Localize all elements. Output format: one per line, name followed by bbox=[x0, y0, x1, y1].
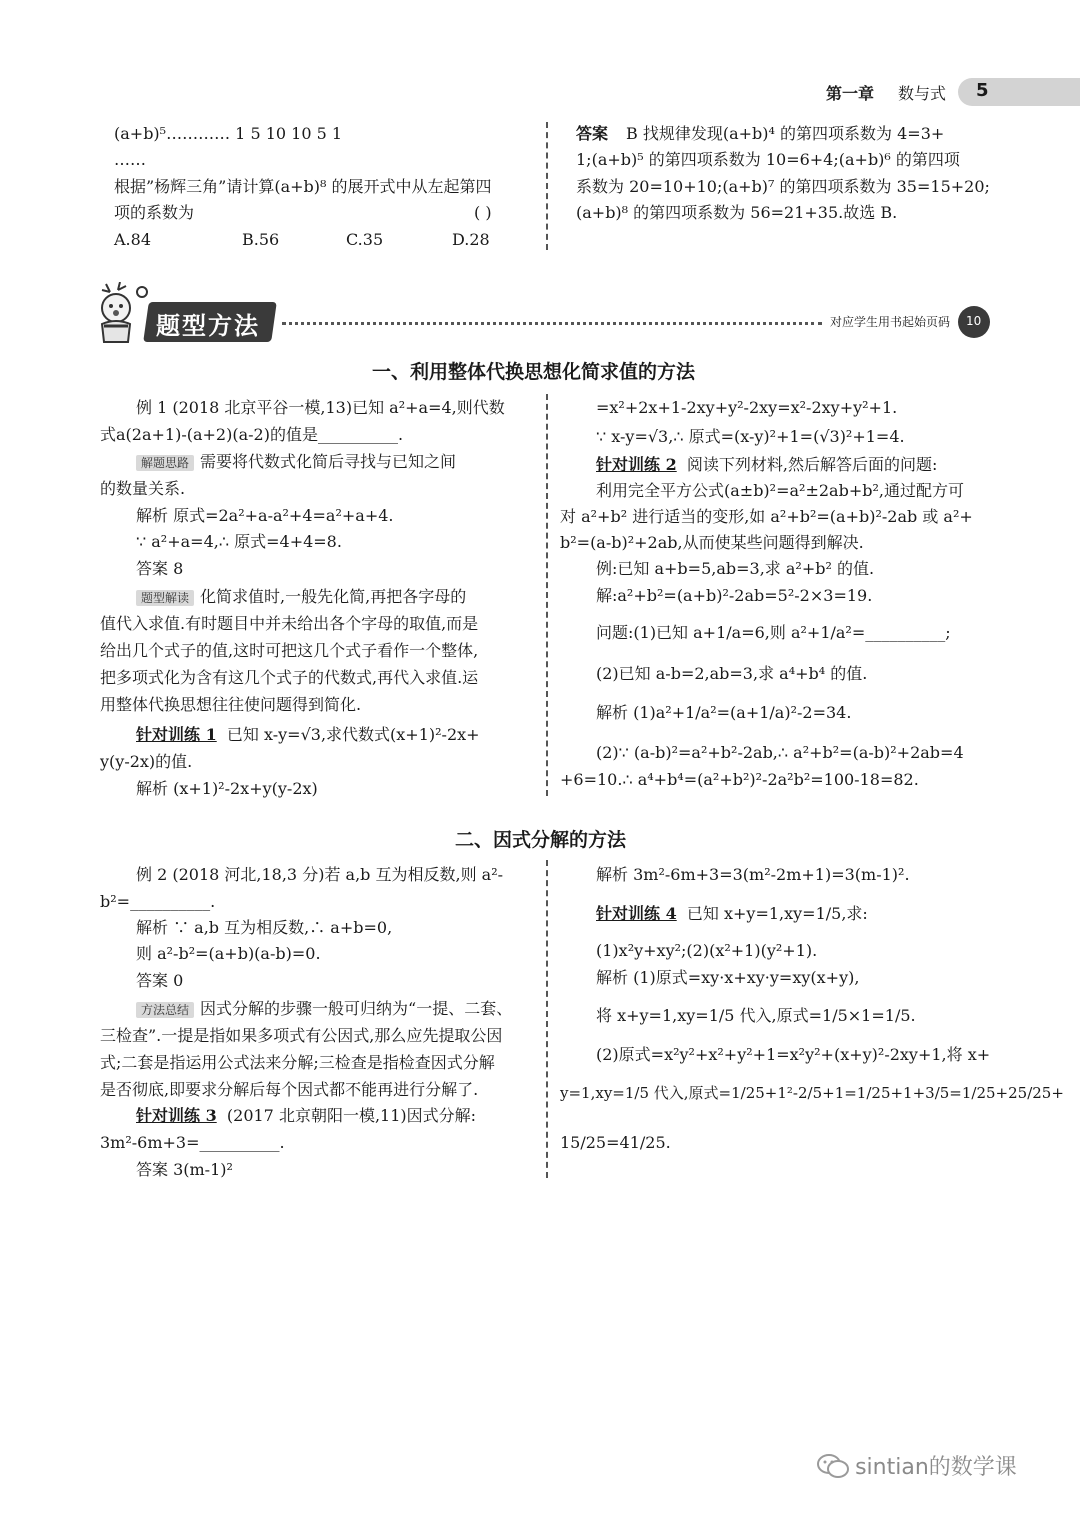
banner-note: 对应学生用书起始页码 bbox=[830, 315, 951, 329]
s1-right-3-text: 阅读下列材料,然后解答后面的问题: bbox=[686, 455, 938, 474]
s1-right-7: 例:已知 a+b=5,ab=3,求 a²+b² 的值. bbox=[596, 559, 875, 578]
s2-left-5: 答案 0 bbox=[136, 971, 184, 990]
train1-label: 针对训练 1 bbox=[136, 725, 217, 744]
s2-left-2: b²=__________. bbox=[100, 892, 216, 911]
top-right-line-1: B 找规律发现(a+b)⁴ 的第四项系数为 4=3+ bbox=[626, 124, 945, 143]
s1-left-11: 把多项式化为含有这几个式子的代数式,再代入求值.运 bbox=[100, 668, 479, 687]
s1-left-1: 例 1 (2018 北京平谷一模,13)已知 a²+a=4,则代数 bbox=[136, 398, 505, 417]
tag-thinking: 解题思路 bbox=[136, 455, 194, 471]
s2-right-8: 15/25=41/25. bbox=[560, 1133, 671, 1152]
column-divider-section1 bbox=[546, 394, 548, 796]
s2-left-10 bbox=[136, 1106, 476, 1126]
section1-title: 一、利用整体代换思想化简求值的方法 bbox=[372, 361, 696, 383]
s1-left-6: ∵ a²+a=4,∴ 原式=4+4=8. bbox=[136, 532, 342, 551]
page-number: 5 bbox=[976, 80, 989, 101]
s1-right-6: b²=(a-b)²+2ab,从而使某些问题得到解决. bbox=[560, 533, 864, 552]
s2-left-1: 例 2 (2018 河北,18,3 分)若 a,b 互为相反数,则 a²- bbox=[136, 865, 504, 884]
s1-right-9: 问题:(1)已知 a+1/a=6,则 a²+1/a²=__________; bbox=[596, 623, 951, 642]
s2-right-3: (1)x²y+xy²;(2)(x²+1)(y²+1). bbox=[596, 941, 818, 960]
train3-label: 针对训练 3 bbox=[136, 1106, 217, 1125]
section-label: 数与式 bbox=[898, 84, 947, 103]
top-left-line-4: 项的系数为 bbox=[114, 203, 195, 222]
s2-left-10-text: (2017 北京朝阳一模,11)因式分解: bbox=[226, 1106, 477, 1125]
banner-title: 题型方法 bbox=[156, 312, 260, 340]
s1-left-3-text: 需要将代数式化简后寻找与已知之间 bbox=[200, 452, 457, 471]
s1-left-4: 的数量关系. bbox=[100, 479, 186, 498]
s1-left-7: 答案 8 bbox=[136, 559, 184, 578]
s1-left-13-text: 已知 x-y=√3,求代数式(x+1)²-2x+ bbox=[226, 725, 480, 744]
watermark-text: sintian的数学课 bbox=[855, 1455, 1017, 1480]
s2-left-9: 是否彻底,即要求分解后每个因式都不能再进行分解了. bbox=[100, 1080, 479, 1099]
top-left-line-1: (a+b)⁵………… 1 5 10 10 5 1 bbox=[114, 124, 343, 143]
banner-dotted-rule bbox=[282, 322, 822, 325]
top-right-line-3: 系数为 20=10+10;(a+b)⁷ 的第四项系数为 35=15+20; bbox=[576, 177, 990, 196]
s1-left-10: 给出几个式子的值,这时可把这几个式子看作一个整体, bbox=[100, 641, 479, 660]
s2-right-5: 将 x+y=1,xy=1/5 代入,原式=1/5×1=1/5. bbox=[596, 1006, 916, 1025]
page-header bbox=[820, 78, 1080, 106]
wechat-icon bbox=[816, 1452, 850, 1480]
answer-label: 答案 bbox=[576, 124, 609, 143]
s2-left-4: 则 a²-b²=(a+b)(a-b)=0. bbox=[136, 944, 321, 963]
s1-left-5: 解析 原式=2a²+a-a²+4=a²+a+4. bbox=[136, 506, 394, 525]
s2-right-2 bbox=[596, 904, 868, 924]
s1-right-11: 解析 (1)a²+1/a²=(a+1/a)²-2=34. bbox=[596, 703, 852, 722]
s2-right-7: y=1,xy=1/5 代入,原式=1/25+1²-2/5+1=1/25+1+3/5=1/25+25/25+ bbox=[560, 1084, 1064, 1102]
s1-left-8 bbox=[136, 587, 466, 607]
s2-right-1: 解析 3m²-6m+3=3(m²-2m+1)=3(m-1)². bbox=[596, 865, 910, 884]
s2-right-4: 解析 (1)原式=xy·x+xy·y=xy(x+y), bbox=[596, 968, 860, 987]
s2-left-6 bbox=[136, 999, 512, 1019]
option-b: B.56 bbox=[242, 230, 280, 249]
train4-label: 针对训练 4 bbox=[596, 904, 677, 923]
answer-paren: ( ) bbox=[474, 203, 492, 222]
s1-right-13: +6=10.∴ a⁴+b⁴=(a²+b²)²-2a²b²=100-18=82. bbox=[560, 770, 919, 789]
column-divider-section2 bbox=[546, 860, 548, 1178]
option-d: D.28 bbox=[452, 230, 490, 249]
s1-left-13 bbox=[136, 725, 480, 745]
s1-left-2: 式a(2a+1)-(a+2)(a-2)的值是__________. bbox=[100, 425, 404, 444]
chapter-label: 第一章 bbox=[826, 84, 875, 103]
s2-left-11: 3m²-6m+3=__________. bbox=[100, 1133, 285, 1152]
s1-right-10: (2)已知 a-b=2,ab=3,求 a⁴+b⁴ 的值. bbox=[596, 664, 868, 683]
s2-left-3: 解析 ∵ a,b 互为相反数,∴ a+b=0, bbox=[136, 918, 393, 937]
tag-summary: 方法总结 bbox=[136, 1002, 194, 1018]
s1-right-3 bbox=[596, 455, 937, 475]
watermark bbox=[816, 1450, 1017, 1484]
option-a: A.84 bbox=[114, 230, 151, 249]
s1-left-14: y(y-2x)的值. bbox=[100, 752, 193, 771]
s1-right-5: 对 a²+b² 进行适当的变形,如 a²+b²=(a+b)²-2ab 或 a²+ bbox=[560, 507, 973, 526]
option-c: C.35 bbox=[346, 230, 384, 249]
tag-interpret: 题型解读 bbox=[136, 590, 194, 606]
top-left-line-2: …… bbox=[114, 150, 146, 169]
s1-right-1: =x²+2x+1-2xy+y²-2xy=x²-2xy+y²+1. bbox=[596, 398, 898, 417]
section-banner bbox=[96, 282, 996, 352]
train2-label: 针对训练 2 bbox=[596, 455, 677, 474]
s1-right-8: 解:a²+b²=(a+b)²-2ab=5²-2×3=19. bbox=[596, 586, 873, 605]
s1-right-4: 利用完全平方公式(a±b)²=a²±2ab+b²,通过配方可 bbox=[596, 481, 964, 500]
s2-right-6: (2)原式=x²y²+x²+y²+1=x²y²+(x+y)²-2xy+1,将 x+ bbox=[596, 1045, 991, 1064]
s1-right-2: ∵ x-y=√3,∴ 原式=(x-y)²+1=(√3)²+1=4. bbox=[596, 427, 905, 446]
s1-right-12: (2)∵ (a-b)²=a²+b²-2ab,∴ a²+b²=(a-b)²+2ab=4 bbox=[596, 743, 964, 762]
s1-left-15: 解析 (x+1)²-2x+y(y-2x) bbox=[136, 779, 318, 798]
s1-left-12: 用整体代换思想往往使问题得到简化. bbox=[100, 695, 362, 714]
s2-left-12: 答案 3(m-1)² bbox=[136, 1160, 233, 1179]
s2-left-6-text: 因式分解的步骤一般可归纳为“一提、二套、 bbox=[200, 999, 513, 1018]
s1-left-8-text: 化简求值时,一般先化简,再把各字母的 bbox=[200, 587, 467, 606]
s2-left-8: 式;二套是指运用公式法来分解;三检查是指检查因式分解 bbox=[100, 1053, 495, 1072]
column-divider-top bbox=[546, 122, 548, 250]
s2-right-2-text: 已知 x+y=1,xy=1/5,求: bbox=[686, 904, 868, 923]
s2-left-7: 三检查”.一提是指如果多项式有公因式,那么应先提取公因 bbox=[100, 1026, 503, 1045]
top-right-line-4: (a+b)⁸ 的第四项系数为 56=21+35.故选 B. bbox=[576, 203, 898, 222]
s1-left-3 bbox=[136, 452, 456, 472]
s1-left-9: 值代入求值.有时题目中并未给出各个字母的取值,而是 bbox=[100, 614, 479, 633]
section2-title: 二、因式分解的方法 bbox=[455, 829, 627, 851]
top-left-line-3: 根据”杨辉三角”请计算(a+b)⁸ 的展开式中从左起第四 bbox=[114, 177, 492, 196]
top-right-line-2: 1;(a+b)⁵ 的第四项系数为 10=6+4;(a+b)⁶ 的第四项 bbox=[576, 150, 960, 169]
banner-page-ref: 10 bbox=[966, 314, 982, 328]
